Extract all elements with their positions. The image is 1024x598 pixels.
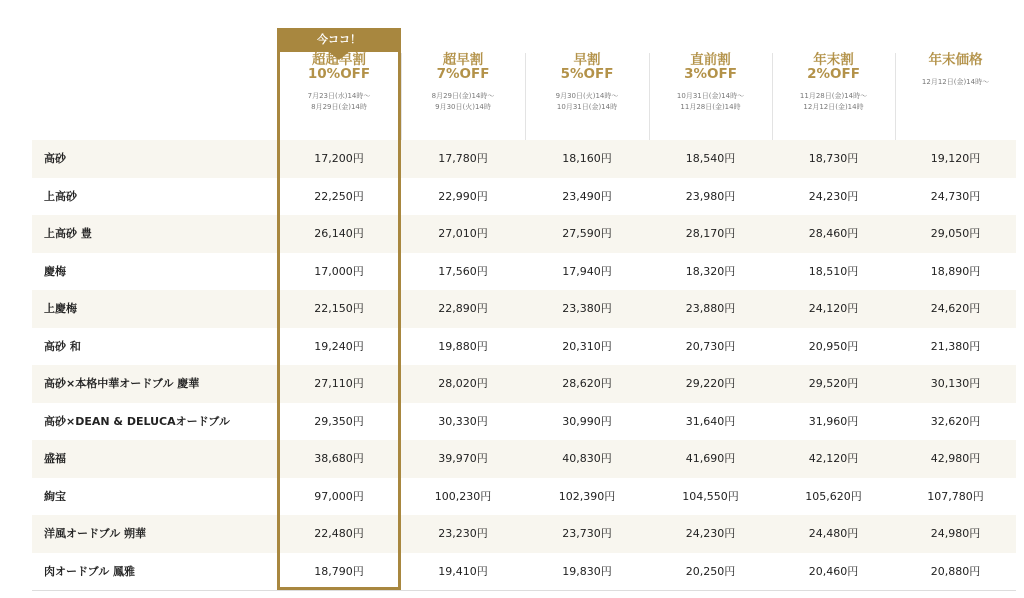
table-row — [32, 553, 1016, 591]
price-cell: 19,120円 — [930, 152, 981, 165]
price-cell: 105,620円 — [805, 489, 862, 503]
badge-arrow-icon — [329, 52, 349, 60]
price-cell: 28,620円 — [562, 377, 612, 390]
column-discount: 5%OFF — [560, 66, 614, 82]
product-name: 盛福 — [44, 452, 66, 465]
price-cell: 22,480円 — [314, 527, 364, 540]
product-name: 絢宝 — [44, 489, 66, 503]
product-name: 高砂 和 — [44, 339, 81, 353]
price-cell: 28,460円 — [808, 227, 859, 240]
price-cell: 22,150円 — [314, 302, 364, 315]
product-name: 高砂×本格中華オードブル 慶華 — [44, 377, 200, 390]
price-cell: 30,330円 — [438, 414, 488, 428]
column-discount: 2%OFF — [807, 66, 860, 82]
column-discount: 3%OFF — [684, 66, 737, 82]
table-row — [32, 515, 1016, 553]
table-row — [32, 253, 1016, 291]
price-cell: 19,240円 — [314, 339, 364, 353]
column-period — [525, 91, 649, 113]
price-cell: 23,230円 — [438, 527, 488, 540]
table-row — [32, 440, 1016, 478]
price-cell: 26,140円 — [314, 227, 364, 240]
price-table — [32, 28, 1016, 591]
price-cell: 24,230円 — [685, 527, 736, 540]
product-name: 上慶梅 — [44, 302, 77, 315]
price-cell: 107,780円 — [927, 489, 984, 503]
price-cell: 42,120円 — [808, 452, 859, 465]
price-cell: 24,230円 — [808, 189, 859, 203]
price-cell: 29,520円 — [808, 377, 859, 390]
column-title: 超早割 — [442, 52, 484, 68]
price-cell: 30,990円 — [562, 414, 612, 428]
price-cell: 20,460円 — [808, 564, 859, 578]
column-header-last-minute — [649, 53, 772, 140]
period-end: 9月30日(火)14時 — [435, 103, 491, 111]
table-row — [32, 178, 1016, 216]
column-discount: 10%OFF — [307, 66, 371, 82]
column-title: 直前割 — [690, 52, 731, 68]
period-start: 9月30日(火)14時〜 — [555, 92, 619, 100]
price-cell: 38,680円 — [314, 452, 364, 465]
product-name: 慶梅 — [44, 264, 66, 278]
price-cell: 19,830円 — [562, 564, 612, 578]
price-cell: 18,160円 — [562, 152, 612, 165]
price-cell: 39,970円 — [438, 452, 488, 465]
price-cell: 17,000円 — [314, 264, 364, 278]
price-cell: 100,230円 — [434, 489, 492, 503]
price-cell: 21,380円 — [930, 339, 981, 353]
column-period — [895, 77, 1016, 88]
price-cell: 17,560円 — [438, 264, 488, 278]
price-cell: 102,390円 — [558, 489, 616, 503]
current-badge: 今ココ！ — [277, 28, 401, 52]
product-name: 上高砂 豊 — [44, 227, 92, 240]
period-start: 12月12日(金)14時〜 — [921, 78, 990, 86]
column-period — [401, 91, 525, 113]
price-cell: 19,880円 — [438, 339, 488, 353]
product-name: 洋風オードブル 朔華 — [44, 527, 147, 540]
price-cell: 28,020円 — [438, 377, 488, 390]
price-cell: 18,730円 — [808, 152, 859, 165]
price-cell: 29,350円 — [314, 414, 364, 428]
price-cell: 17,200円 — [314, 152, 364, 165]
price-cell: 29,220円 — [685, 377, 736, 390]
price-cell: 24,730円 — [930, 189, 981, 203]
table-row — [32, 140, 1016, 178]
price-cell: 20,880円 — [930, 564, 981, 578]
price-cell: 23,380円 — [562, 302, 612, 315]
price-cell: 24,620円 — [930, 302, 981, 315]
price-cell: 22,890円 — [438, 302, 488, 315]
price-cell: 19,410円 — [438, 564, 488, 578]
table-row — [32, 478, 1016, 516]
column-period — [277, 91, 401, 113]
product-name: 肉オードブル 鳳雅 — [44, 564, 136, 578]
period-end: 8月29日(金)14時 — [311, 103, 367, 111]
price-cell: 31,960円 — [808, 414, 859, 428]
table-row — [32, 403, 1016, 441]
table-bottom-border — [32, 590, 1016, 591]
price-cell: 24,480円 — [808, 527, 859, 540]
column-title: 早割 — [573, 52, 601, 68]
price-cell: 17,940円 — [562, 264, 612, 278]
price-cell: 20,730円 — [685, 339, 736, 353]
product-name: 高砂×DEAN & DELUCAオードブル — [44, 414, 230, 428]
price-cell: 104,550円 — [682, 489, 739, 503]
price-cell: 97,000円 — [314, 489, 364, 503]
table-body — [32, 140, 1016, 591]
price-cell: 32,620円 — [930, 414, 981, 428]
price-cell: 29,050円 — [930, 227, 981, 240]
column-header-year-end-price — [895, 53, 1016, 140]
price-cell: 18,510円 — [808, 264, 859, 278]
period-end: 11月28日(金)14時 — [680, 103, 741, 111]
price-cell: 24,980円 — [930, 527, 981, 540]
price-cell: 20,250円 — [685, 564, 736, 578]
table-header — [32, 28, 1016, 140]
price-cell: 23,730円 — [562, 527, 612, 540]
price-cell: 23,980円 — [685, 189, 736, 203]
price-cell: 20,310円 — [562, 339, 612, 353]
column-header-year-end-discount — [772, 53, 895, 140]
price-cell: 18,540円 — [685, 152, 736, 165]
column-header-super-early — [401, 53, 525, 140]
price-cell: 22,990円 — [438, 189, 488, 203]
price-cell: 27,110円 — [314, 377, 364, 390]
column-title: 年末価格 — [928, 52, 983, 68]
column-period — [649, 91, 772, 113]
price-cell: 23,880円 — [685, 302, 736, 315]
price-cell: 18,890円 — [930, 264, 981, 278]
price-cell: 31,640円 — [685, 414, 736, 428]
price-cell: 17,780円 — [438, 152, 488, 165]
column-header-early — [525, 53, 649, 140]
price-cell: 30,130円 — [930, 377, 981, 390]
table-row — [32, 328, 1016, 366]
price-cell: 27,590円 — [562, 227, 612, 240]
price-cell: 41,690円 — [685, 452, 736, 465]
period-end: 12月12日(金)14時 — [803, 103, 864, 111]
price-cell: 18,790円 — [314, 564, 364, 578]
price-cell: 18,320円 — [685, 264, 736, 278]
price-cell: 28,170円 — [685, 227, 736, 240]
period-start: 11月28日(金)14時〜 — [799, 92, 868, 100]
table-row — [32, 290, 1016, 328]
price-cell: 20,950円 — [808, 339, 859, 353]
column-title: 年末割 — [813, 52, 854, 68]
column-period — [772, 91, 895, 113]
column-discount: 7%OFF — [436, 66, 490, 82]
table-row — [32, 365, 1016, 403]
period-end: 10月31日(金)14時 — [556, 103, 618, 111]
price-cell: 27,010円 — [438, 227, 488, 240]
price-cell: 23,490円 — [562, 189, 612, 203]
price-cell: 42,980円 — [930, 452, 981, 465]
product-name: 上高砂 — [44, 189, 77, 203]
price-cell: 22,250円 — [314, 189, 364, 203]
price-cell: 24,120円 — [808, 302, 859, 315]
product-name: 高砂 — [44, 152, 66, 165]
price-cell: 40,830円 — [562, 452, 612, 465]
period-start: 10月31日(金)14時〜 — [676, 92, 745, 100]
column-title: 超超早割 — [312, 52, 366, 68]
period-start: 7月23日(水)14時〜 — [307, 92, 371, 100]
column-header-super-super-early — [277, 53, 401, 140]
period-start: 8月29日(金)14時〜 — [431, 92, 495, 100]
table-row — [32, 215, 1016, 253]
